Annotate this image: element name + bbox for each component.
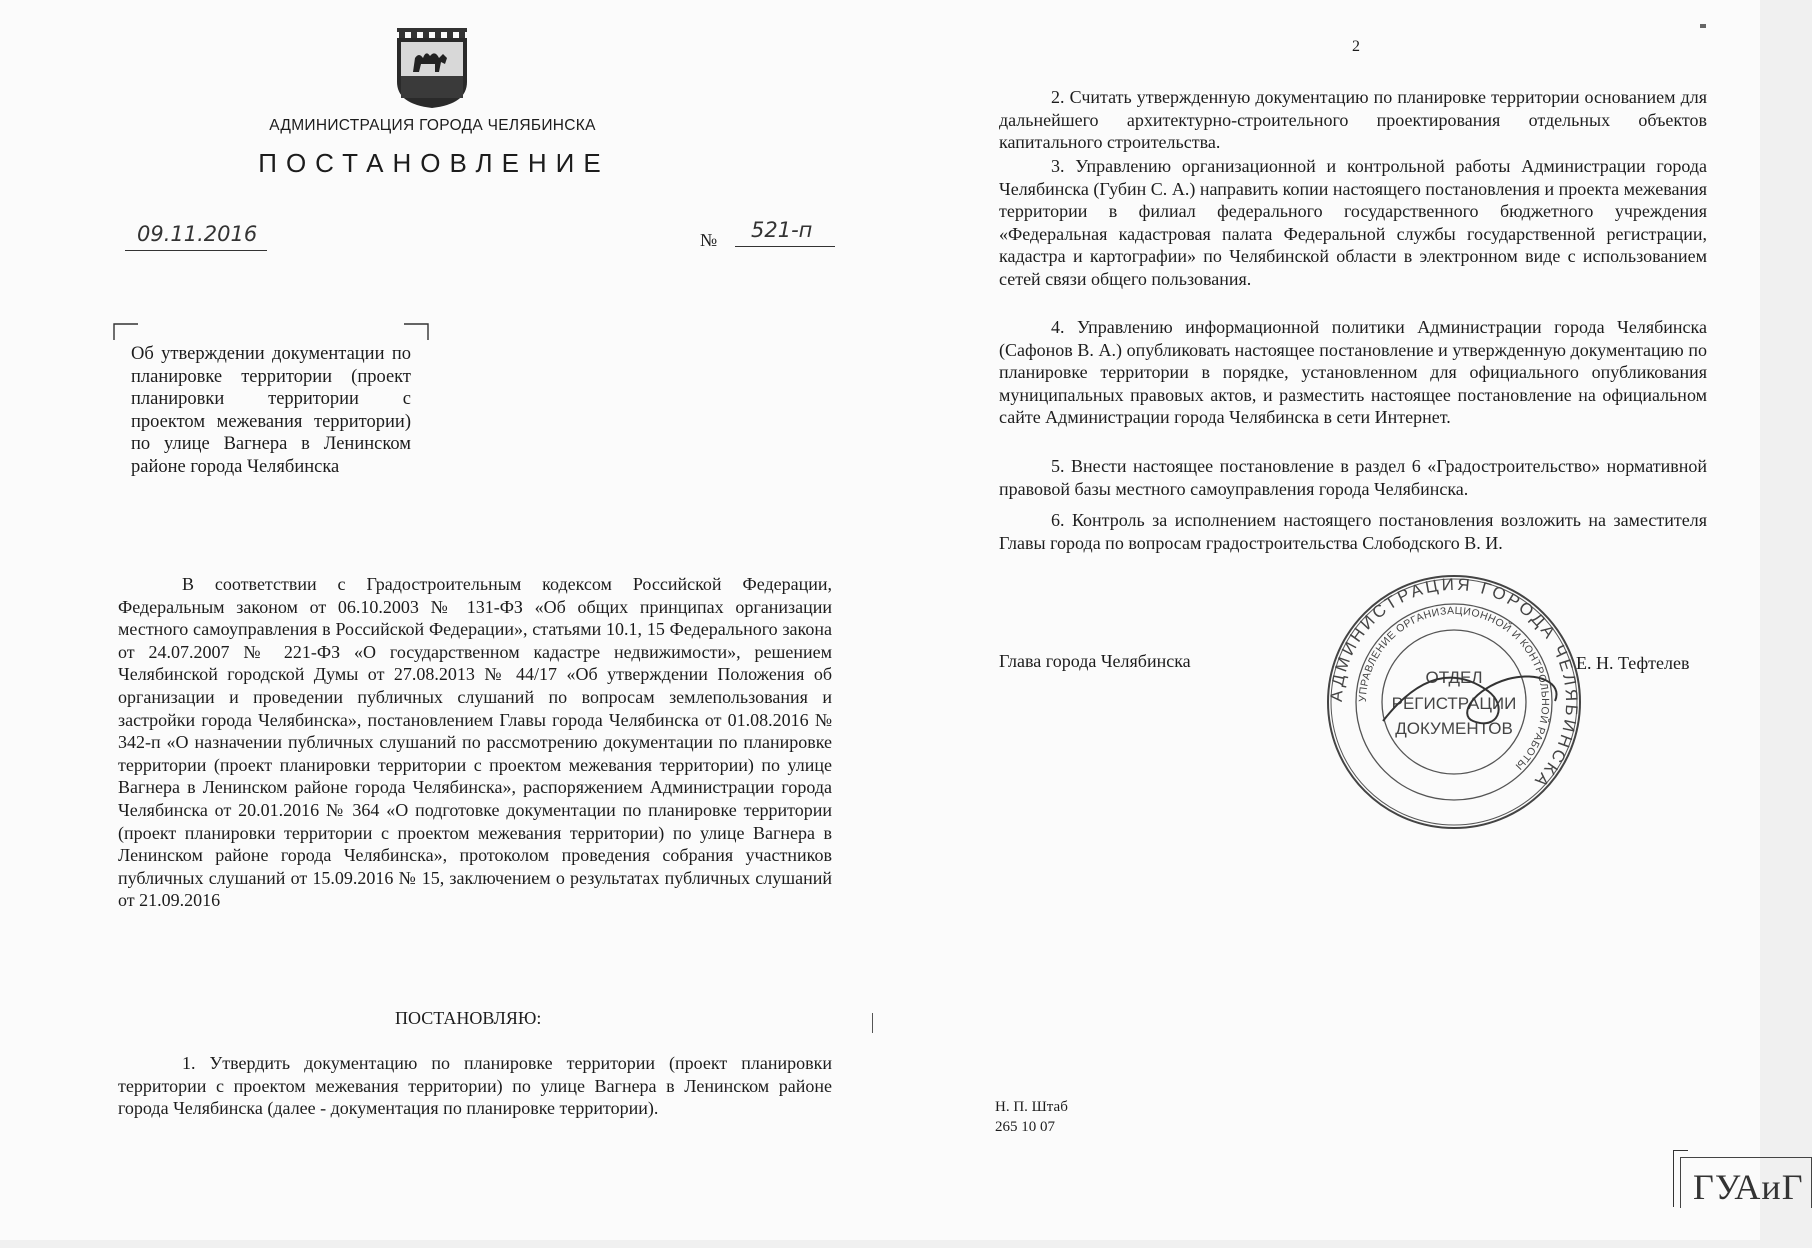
executor-block [995, 1097, 1068, 1137]
executor-phone: 265 10 07 [995, 1119, 1055, 1135]
date-line [125, 222, 267, 251]
executor-name: Н. П. Штаб [995, 1099, 1068, 1115]
seal-outer-text: АДМИНИСТРАЦИЯ ГОРОДА ЧЕЛЯБИНСКА [1326, 574, 1582, 793]
page-number: 2 [1352, 38, 1360, 55]
item-3: 3. Управлению организационной и контрольной работы Администрации города Челябинска (Губин С. А.) направить копии настоящего постановления и проекта межевания территории в филиал федерального государственного бюджетного учреждения «Федеральная кадастровая палата Федеральной службы государственной регистрации, кадастра и картографии» по Челябинской области в электронном виде с использованием сетей связи общего пользования. [999, 156, 1707, 289]
number-line [735, 218, 835, 247]
seal-center-line-2: РЕГИСТРАЦИИ [1391, 694, 1517, 713]
seal-center-line-3: ДОКУМЕНТОВ [1395, 719, 1513, 738]
subject-block: Об утверждении документации по планировке территории (проект планировки территории с проектом межевания территории) по улице Вагнера в Ленинском районе города Челябинска [131, 344, 411, 477]
subject-brackets-icon [112, 322, 432, 342]
seal-inner-text: УПРАВЛЕНИЕ ОРГАНИЗАЦИОННОЙ И КОНТРОЛЬНОЙ РАБОТЫ [1356, 604, 1552, 773]
item-2: 2. Считать утвержденную документацию по планировке территории основанием для дальнейшего архитектурно-строительного проектирования отдельных объектов капитального строительства. [999, 87, 1707, 153]
seal-center-line-1: ОТДЕЛ [1425, 668, 1483, 687]
item-1: 1. Утвердить документацию по планировке территории (проект планировки территории с проектом межевания территории) по улице Вагнера в Ленинском районе города Челябинска (далее - документация по планировке территории). [118, 1053, 832, 1119]
item-6: 6. Контроль за исполнением настоящего постановления возложить на заместителя Главы города по вопросам градостроительства Слободского В. И. [999, 510, 1707, 553]
city-emblem-icon [395, 28, 469, 108]
signature-name: Е. Н. Тефтелев [1576, 653, 1690, 673]
guaig-stamp [1680, 1157, 1812, 1208]
signature-position: Глава города Челябинска [999, 651, 1191, 671]
item-5: 5. Внести настоящее постановление в раздел 6 «Градостроительство» нормативной правовой базы местного самоуправления города Челябинска. [999, 456, 1707, 499]
preamble-paragraph: В соответствии с Градостроительным кодексом Российской Федерации, Федеральным законом от 06.10.2003 № 131-ФЗ «Об общих принципах организации местного самоуправления в Российской Федерации», статьями 10.1, 15 Федерального закона от 24.07.2007 № 221-ФЗ «О государственном кадастре недвижимости», решением Челябинской городской Думы от 27.08.2013 № 44/17 «Об утверждении Положения об организации и проведении публичных слушаний по вопросам землепользования и застройки города Челябинска», постановлением Главы города Челябинска от 01.08.2016 № 342-п «О назначении публичных слушаний по рассмотрению документации по планировке территории (проект планировки территории с проектом межевания территории) по улице Вагнера в Ленинском районе города Челябинска», распоряжением Администрации города Челябинска от 20.01.2016 № 364 «О подготовке документации по планировке территории (проект планировки территории с проектом межевания территории) по улице Вагнера в Ленинском районе города Челябинска», протоколом проведения собрания участников публичных слушаний от 15.09.2016 № 15, заключением о результатах публичных слушаний от 21.09.2016 [118, 574, 832, 911]
scan-mark [1700, 24, 1706, 28]
fold-mark [872, 1013, 873, 1033]
document-type: ПОСТАНОВЛЕНИЕ [258, 148, 610, 178]
guaig-stamp-text: ГУАиГ [1693, 1167, 1804, 1207]
item-4: 4. Управлению информационной политики Администрации города Челябинска (Сафонов В. А.) опубликовать настоящее постановление и утвержденную документацию по планировке территории в порядке, установленном для официального опубликования муниципальных правовых актов, и разместить настоящее постановление на официальном сайте Администрации города Челябинска в сети Интернет. [999, 317, 1707, 428]
decree-word: ПОСТАНОВЛЯЮ: [395, 1008, 542, 1028]
official-seal [1323, 571, 1585, 833]
number-prefix: № [700, 230, 718, 250]
organization-name: АДМИНИСТРАЦИЯ ГОРОДА ЧЕЛЯБИНСКА [269, 117, 596, 134]
number-handwritten: 521-п [751, 218, 813, 242]
date-handwritten: 09.11.2016 [137, 222, 258, 246]
